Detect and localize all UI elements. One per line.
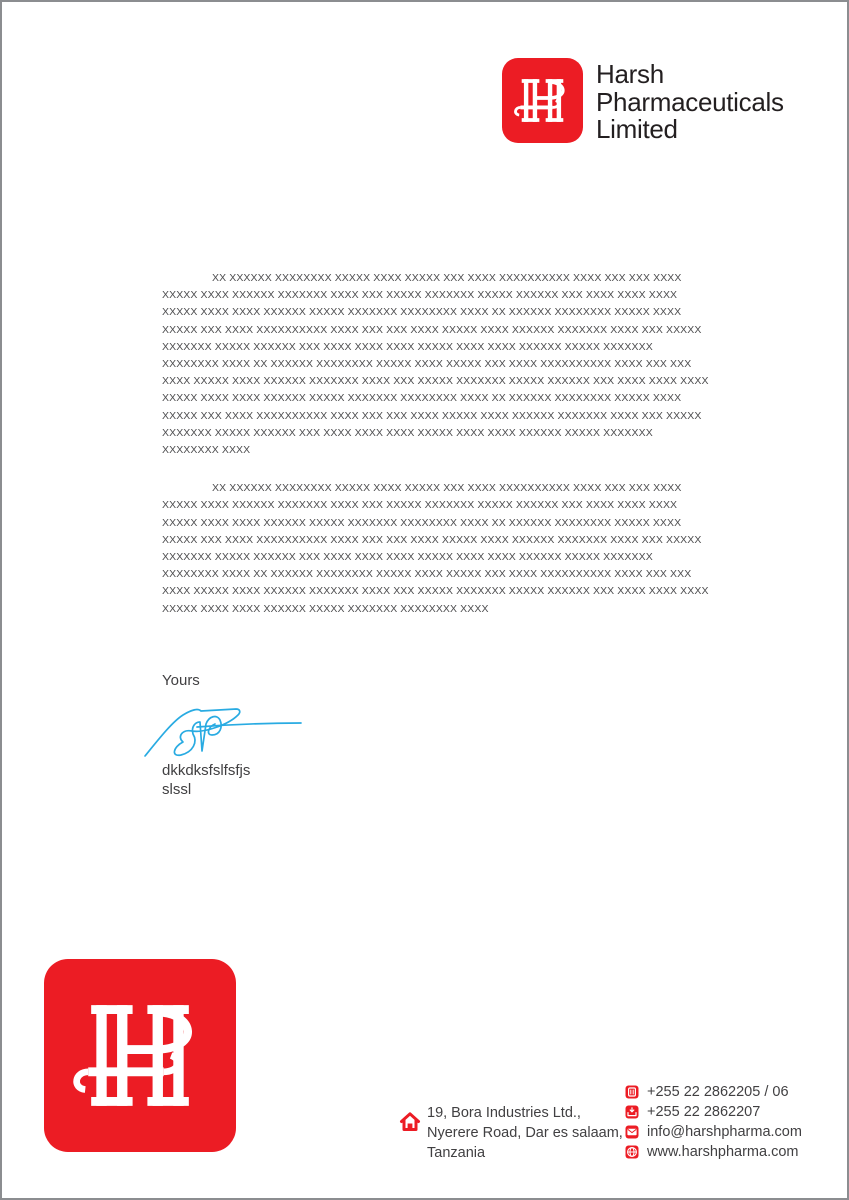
address-text — [427, 1103, 623, 1163]
body-text-line: XXXXX XXXX XXXX XXXXXX XXXXX XXXXXXX XXXXXXXX XXXX XX XXXXXX XXXXXXXX XXXXX XXXX — [162, 306, 682, 319]
company-logo — [502, 58, 583, 143]
body-text-line: XX XXXXXX XXXXXXXX XXXXX XXXX XXXXX XXX XXXX XXXXXXXXXX XXXX XXX XXX XXXX — [212, 482, 682, 495]
footer-address — [398, 1103, 623, 1163]
body-text-line: XXXXXXXX XXXX XX XXXXXX XXXXXXXX XXXXX XXXX XXXXX XXX XXXX XXXXXXXXXX XXXX XXX XXX — [162, 358, 692, 371]
body-text-line: XXXXX XXXX XXXXXX XXXXXXX XXXX XXX XXXXX XXXXXXX XXXXX XXXXXX XXX XXXX XXXX XXXX — [162, 499, 678, 512]
body-text-line: XXXXX XXX XXXX XXXXXXXXXX XXXX XXX XXX XXXX XXXXX XXXX XXXXXX XXXXXXX XXXX XXX XXXXX — [162, 409, 702, 422]
company-name-line: Harsh — [596, 59, 664, 89]
contact-row-fax — [625, 1102, 802, 1122]
body-text-line: XXXXXXXX XXXX — [162, 444, 251, 457]
signatory-title: slssl — [162, 781, 192, 798]
company-name-line: Limited — [596, 114, 678, 144]
address-line: Nyerere Road, Dar es salaam, — [427, 1125, 623, 1141]
body-text-line: XXXXX XXXX XXXX XXXXXX XXXXX XXXXXXX XXXXXXXX XXXX XX XXXXXX XXXXXXXX XXXXX XXXX — [162, 516, 682, 529]
contact-row-phone — [625, 1082, 802, 1102]
body-text-line: XXXX XXXXX XXXX XXXXXX XXXXXXX XXXX XXX XXXXX XXXXXXX XXXXX XXXXXX XXX XXXX XXXX XXXX — [162, 375, 709, 388]
contact-row-website — [625, 1142, 802, 1162]
fax-number: +255 22 2862207 — [647, 1104, 761, 1120]
contact-row-email — [625, 1122, 802, 1142]
address-line: Tanzania — [427, 1145, 486, 1161]
company-name — [596, 61, 784, 144]
body-text-line: XXXXXXXX XXXX XX XXXXXX XXXXXXXX XXXXX XXXX XXXXX XXX XXXX XXXXXXXXXX XXXX XXX XXX — [162, 568, 692, 581]
letter-paragraph-2 — [162, 480, 710, 618]
address-line: 19, Bora Industries Ltd., — [427, 1105, 581, 1121]
phone-number: +255 22 2862205 / 06 — [647, 1084, 789, 1100]
letter-paragraph-1 — [162, 270, 710, 459]
phone-icon — [625, 1085, 639, 1099]
website-url: www.harshpharma.com — [647, 1144, 799, 1160]
body-text-line: XX XXXXXX XXXXXXXX XXXXX XXXX XXXXX XXX XXXX XXXXXXXXXX XXXX XXX XXX XXXX — [212, 272, 682, 284]
body-text-line: XXXXX XXXX XXXX XXXXXX XXXXX XXXXXXX XXXXXXXX XXXX XX XXXXXX XXXXXXXX XXXXX XXXX — [162, 392, 682, 405]
email-address: info@harshpharma.com — [647, 1124, 802, 1140]
fax-icon — [625, 1105, 639, 1119]
signatory-name: dkkdksfslfsfjs — [162, 762, 251, 779]
body-text-line: XXXXXXX XXXXX XXXXXX XXX XXXX XXXX XXXX XXXXX XXXX XXXX XXXXXX XXXXX XXXXXXX — [162, 340, 653, 353]
h-monogram-icon — [66, 977, 214, 1134]
footer-contacts — [625, 1082, 802, 1162]
body-text-line: XXXXX XXX XXXX XXXXXXXXXX XXXX XXX XXX XXXX XXXXX XXXX XXXXXX XXXXXXX XXXX XXX XXXXX — [162, 323, 702, 336]
home-icon — [398, 1110, 422, 1134]
body-text-line: XXXXXXX XXXXX XXXXXX XXX XXXX XXXX XXXX XXXXX XXXX XXXX XXXXXX XXXXX XXXXXXX — [162, 426, 653, 439]
signature-scribble — [142, 694, 306, 764]
body-text-line: XXXXXXX XXXXX XXXXXX XXX XXXX XXXX XXXX XXXXX XXXX XXXX XXXXXX XXXXX XXXXXXX — [162, 551, 653, 564]
body-text-line: XXXXX XXX XXXX XXXXXXXXXX XXXX XXX XXX XXXX XXXXX XXXX XXXXXX XXXXXXX XXXX XXX XXXXX — [162, 533, 702, 546]
h-monogram-icon — [511, 66, 574, 135]
email-icon — [625, 1125, 639, 1139]
footer-logo — [44, 959, 236, 1152]
body-text-line: XXXX XXXXX XXXX XXXXXX XXXXXXX XXXX XXX XXXXX XXXXXXX XXXXX XXXXXX XXX XXXX XXXX XXXX — [162, 585, 709, 598]
company-name-line: Pharmaceuticals — [596, 86, 784, 117]
body-text-line: XXXXX XXXX XXXX XXXXXX XXXXX XXXXXXX XXXXXXXX XXXX — [162, 602, 489, 615]
body-text-line: XXXXX XXXX XXXXXX XXXXXXX XXXX XXX XXXXX XXXXXXX XXXXX XXXXXX XXX XXXX XXXX XXXX — [162, 289, 678, 302]
signatory-block — [162, 761, 250, 799]
letter-body — [162, 270, 710, 639]
globe-icon — [625, 1145, 639, 1159]
closing-salutation: Yours — [162, 672, 200, 689]
